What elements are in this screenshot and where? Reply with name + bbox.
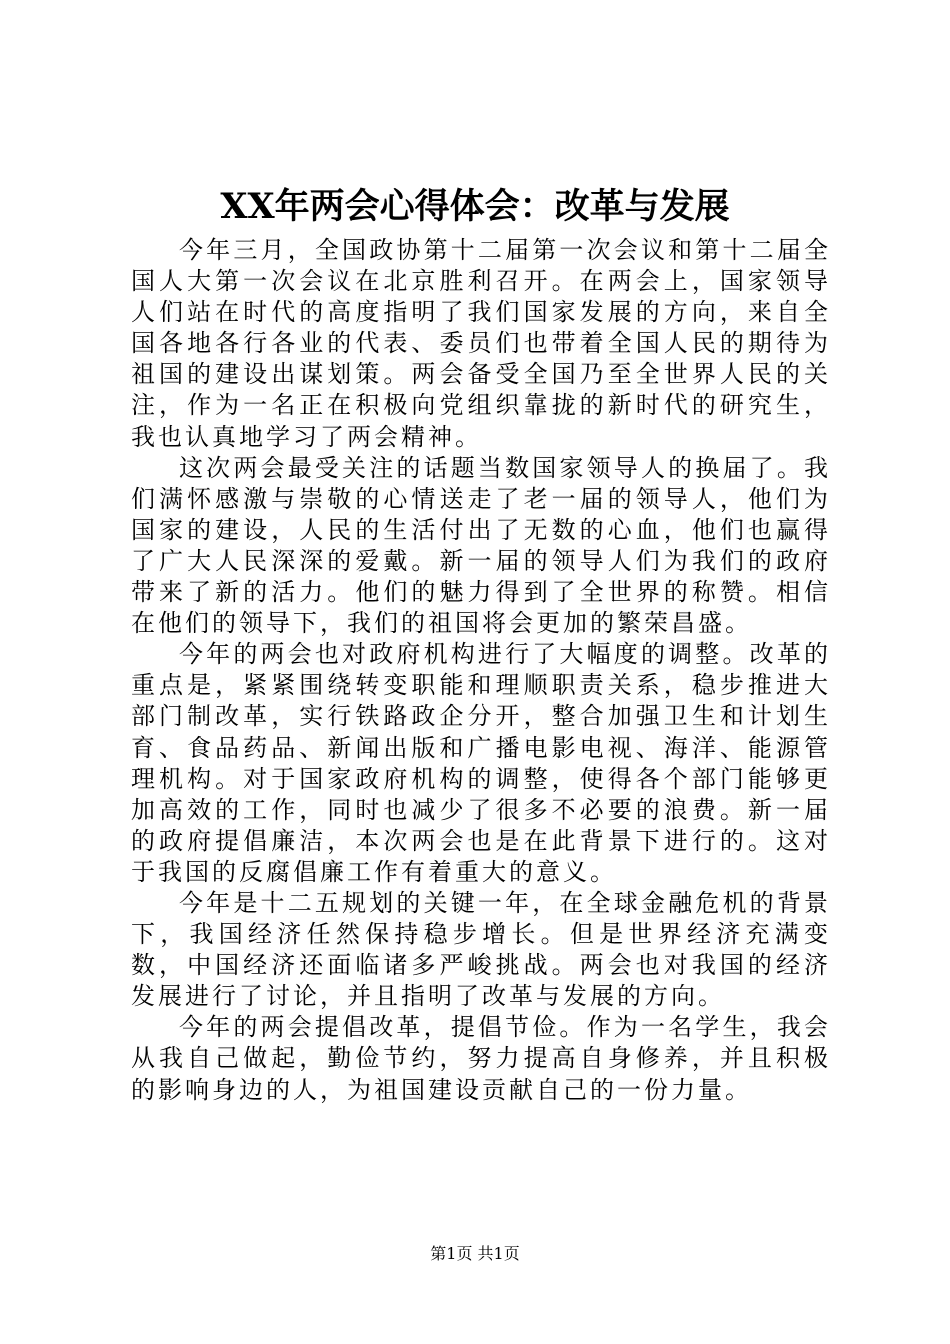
- paragraph-5: 今年的两会提倡改革，提倡节俭。作为一名学生，我会从我自己做起，勤俭节约，努力提高自身修养，并且积极的影响身边的人，为祖国建设贡献自己的一份力量。: [131, 1013, 831, 1104]
- document-title: XX年两会心得体会：改革与发展: [220, 186, 730, 227]
- page-footer: [0, 1243, 950, 1265]
- page-number-label: 第1页 共1页: [430, 1244, 520, 1263]
- paragraph-3: 今年的两会也对政府机构进行了大幅度的调整。改革的重点是，紧紧围绕转变职能和理顺职责关系，稳步推进大部门制改革，实行铁路政企分开，整合加强卫生和计划生育、食品药品、新闻出版和广播电影电视、海洋、能源管理机构。对于国家政府机构的调整，使得各个部门能够更加高效的工作，同时也减少了很多不必要的浪费。新一届的政府提倡廉洁，本次两会也是在此背景下进行的。这对于我国的反腐倡廉工作有着重大的意义。: [131, 640, 831, 886]
- paragraph-2: 这次两会最受关注的话题当数国家领导人的换届了。我们满怀感激与崇敬的心情送走了老一届的领导人，他们为国家的建设，人民的生活付出了无数的心血，他们也赢得了广大人民深深的爱戴。新一届的领导人们为我们的政府带来了新的活力。他们的魅力得到了全世界的称赞。相信在他们的领导下，我们的祖国将会更加的繁荣昌盛。: [131, 453, 831, 638]
- document-body: [131, 235, 831, 1106]
- paragraph-4: 今年是十二五规划的关键一年，在全球金融危机的背景下，我国经济任然保持稳步增长。但是世界经济充满变数，中国经济还面临诸多严峻挑战。两会也对我国的经济发展进行了讨论，并且指明了改革与发展的方向。: [131, 888, 831, 1011]
- paragraph-1: 今年三月，全国政协第十二届第一次会议和第十二届全国人大第一次会议在北京胜利召开。在两会上，国家领导人们站在时代的高度指明了我们国家发展的方向，来自全国各地各行各业的代表、委员们也带着全国人民的期待为祖国的建设出谋划策。两会备受全国乃至全世界人民的关注，作为一名正在积极向党组织靠拢的新时代的研究生，我也认真地学习了两会精神。: [131, 236, 831, 451]
